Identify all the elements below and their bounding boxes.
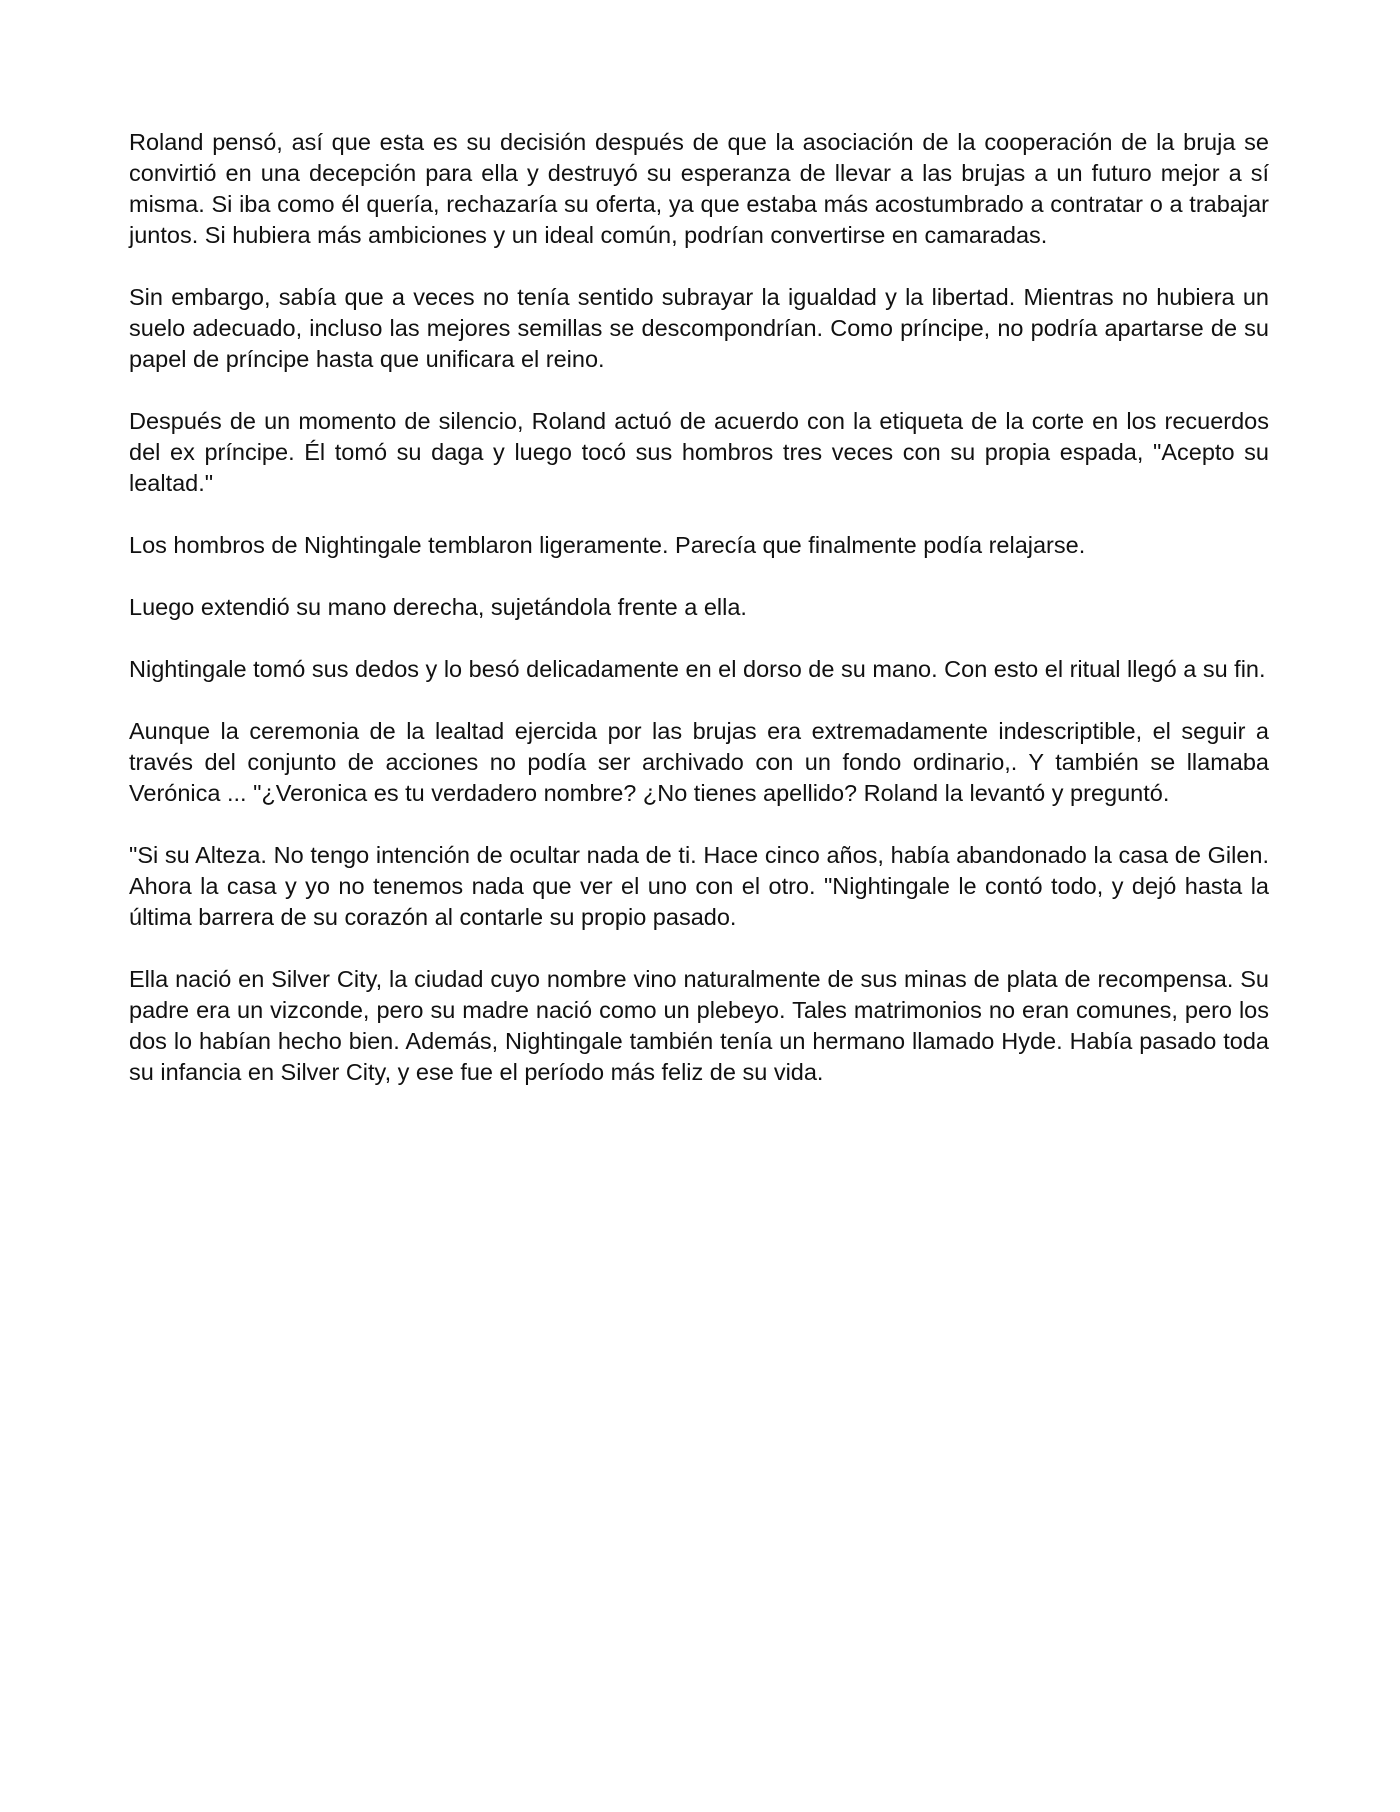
paragraph: Nightingale tomó sus dedos y lo besó delicadamente en el dorso de su mano. Con esto el ritual llegó a su fin. — [129, 656, 1266, 682]
paragraph: Ella nació en Silver City, la ciudad cuyo nombre vino naturalmente de sus minas de plata de recompensa. Su padre era un vizconde, pero su madre nació como un plebeyo. Tales matrimonios no eran comunes, pero los dos lo habían hecho bien. Además, Nightingale también tenía un hermano llamado Hyde. Había pasado toda su infancia en Silver City, y ese fue el período más feliz de su vida. — [129, 966, 1269, 1085]
paragraph: Aunque la ceremonia de la lealtad ejercida por las brujas era extremadamente indescriptible, el seguir a través del conjunto de acciones no podía ser archivado con un fondo ordinario,. Y también se llamaba Verónica ... "¿Veronica es tu verdadero nombre? ¿No tienes apellido? Roland la levantó y preguntó. — [129, 718, 1269, 806]
paragraph: "Si su Alteza. No tengo intención de ocultar nada de ti. Hace cinco años, había abandonado la casa de Gilen. Ahora la casa y yo no tenemos nada que ver el uno con el otro. "Nightingale le contó todo, y dejó hasta la última barrera de su corazón al contarle su propio pasado. — [129, 842, 1269, 930]
paragraph: Luego extendió su mano derecha, sujetándola frente a ella. — [129, 594, 747, 620]
document-body — [129, 127, 1269, 1119]
paragraph: Roland pensó, así que esta es su decisión después de que la asociación de la cooperación de la bruja se convirtió en una decepción para ella y destruyó su esperanza de llevar a las brujas a un futuro mejor a sí misma. Si iba como él quería, rechazaría su oferta, ya que estaba más acostumbrado a contratar o a trabajar juntos. Si hubiera más ambiciones y un ideal común, podrían convertirse en camaradas. — [129, 129, 1269, 248]
paragraph: Después de un momento de silencio, Roland actuó de acuerdo con la etiqueta de la corte en los recuerdos del ex príncipe. Él tomó su daga y luego tocó sus hombros tres veces con su propia espada, "Acepto su lealtad." — [129, 408, 1269, 496]
paragraph: Sin embargo, sabía que a veces no tenía sentido subrayar la igualdad y la libertad. Mientras no hubiera un suelo adecuado, incluso las mejores semillas se descompondrían. Como príncipe, no podría apartarse de su papel de príncipe hasta que unificara el reino. — [129, 284, 1269, 372]
paragraph: Los hombros de Nightingale temblaron ligeramente. Parecía que finalmente podía relajarse. — [129, 532, 1086, 558]
